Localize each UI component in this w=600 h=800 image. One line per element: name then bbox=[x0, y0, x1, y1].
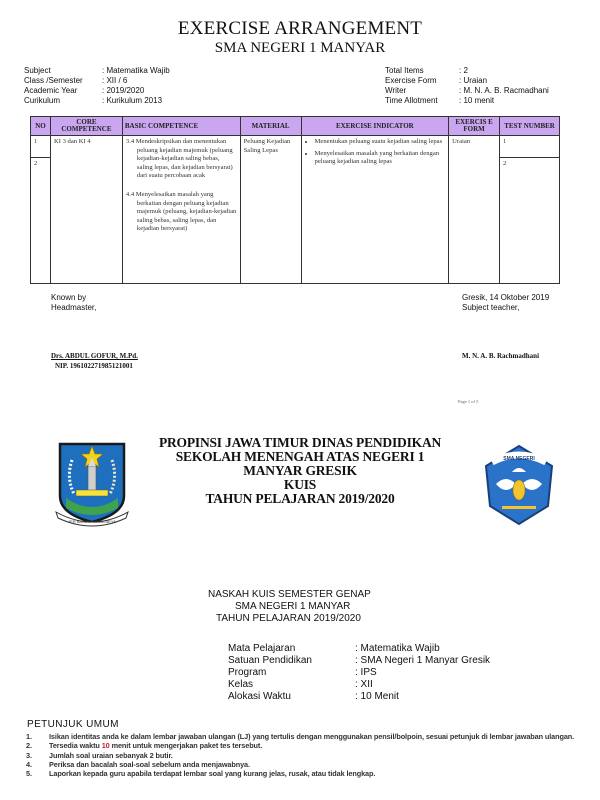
info-value: : SMA Negeri 1 Manyar Gresik bbox=[355, 655, 491, 666]
meta-row-total-items bbox=[385, 66, 549, 76]
meta-value: : 2019/2020 bbox=[102, 86, 145, 95]
instruction-number: 5. bbox=[26, 769, 32, 779]
instruction-item bbox=[26, 760, 591, 769]
header-material: MATERIAL bbox=[240, 117, 301, 136]
header-line: SEKOLAH MENENGAH ATAS NEGERI 1 bbox=[175, 449, 425, 464]
header-basic-competence: BASIC COMPETENCE bbox=[122, 117, 240, 136]
meta-row-year bbox=[24, 86, 170, 96]
instruction-item bbox=[26, 741, 591, 750]
meta-row-subject bbox=[24, 66, 170, 76]
instruction-text: Isikan identitas anda ke dalam lembar jawaban ulangan (LJ) yang tertulis dengan menggunakan pensil/bolpoin, sesuai petunjuk di lembar jawaban ulangan. bbox=[49, 732, 575, 741]
info-label: Program bbox=[228, 667, 267, 678]
info-row bbox=[228, 643, 490, 655]
svg-text:1: 1 bbox=[528, 481, 532, 490]
header-line: PROPINSI JAWA TIMUR DINAS PENDIDIKAN bbox=[158, 435, 442, 450]
general-instructions-list bbox=[26, 732, 591, 778]
instruction-text-pre: Tersedia waktu bbox=[49, 741, 102, 751]
info-value: : 10 Menit bbox=[355, 691, 399, 702]
meta-right bbox=[385, 66, 549, 106]
headmaster-label: Headmaster, bbox=[51, 303, 97, 312]
svg-text:0: 0 bbox=[505, 481, 509, 490]
general-instructions-title: PETUNJUK UMUM bbox=[27, 719, 119, 730]
meta-row-writer bbox=[385, 86, 549, 96]
test-number-1: 1 bbox=[500, 136, 559, 158]
no-1: 1 bbox=[31, 136, 50, 158]
meta-label: Class /Semester bbox=[24, 76, 83, 85]
test-number-2: 2 bbox=[503, 160, 507, 167]
indicator-item: • Menentukan peluang suatu kejadian saling lepas bbox=[315, 138, 446, 147]
info-row bbox=[228, 655, 490, 667]
instruction-text: Periksa dan bacalah soal-soal sebelum anda menjawabnya. bbox=[49, 759, 250, 769]
meta-value: : 10 menit bbox=[459, 96, 495, 105]
meta-label: Subject bbox=[24, 66, 51, 75]
meta-row-time bbox=[385, 96, 549, 106]
instruction-item bbox=[26, 751, 591, 760]
meta-value: : Uraian bbox=[459, 76, 488, 85]
document-title: EXERCISE ARRANGEMENT bbox=[177, 18, 423, 39]
meta-label: Writer bbox=[385, 86, 407, 95]
table-header-row bbox=[31, 117, 560, 136]
table-row bbox=[31, 136, 560, 284]
header-line: KUIS bbox=[283, 477, 317, 492]
info-label: Kelas bbox=[228, 679, 254, 690]
cell-exercise-indicator bbox=[301, 136, 449, 284]
instruction-text: Laporkan kepada guru apabila terdapat lembar soal yang kurang jelas, rusak, atau tidak lengkap. bbox=[49, 769, 376, 779]
meta-row-curriculum bbox=[24, 96, 170, 106]
info-row bbox=[228, 667, 490, 679]
instruction-text-post: menit untuk mengerjakan paket tes tersebut. bbox=[109, 741, 263, 751]
header-no: NO bbox=[31, 117, 51, 136]
naskah-line: TAHUN PELAJARAN 2019/2020 bbox=[216, 613, 361, 624]
instruction-item bbox=[26, 732, 591, 741]
header-test-number: TEST NUMBER bbox=[500, 117, 560, 136]
teacher-name: M. N. A. B. Rachmadhani bbox=[462, 352, 540, 360]
basic-competence-item: 4.4 Menyelesaikan masalah yang berkaitan dengan peluang kejadian majemuk (peluang, kejadian-kejadian saling bebas, saling lepas, dan kejadian bersyarat) bbox=[125, 190, 237, 233]
meta-label: Total Items bbox=[385, 66, 424, 75]
naskah-line: SMA NEGERI 1 MANYAR bbox=[235, 601, 351, 612]
exam-info bbox=[228, 643, 490, 703]
header-line: TAHUN PELAJARAN 2019/2020 bbox=[205, 491, 395, 506]
exercise-arrangement-table bbox=[30, 116, 560, 284]
info-value: : Matematika Wajib bbox=[355, 643, 440, 654]
instruction-number: 2. bbox=[26, 741, 32, 751]
naskah-line: NASKAH KUIS SEMESTER GENAP bbox=[208, 589, 371, 600]
cell-core-competence: KI 3 dan KI 4 bbox=[50, 136, 122, 284]
meta-row-class bbox=[24, 76, 170, 86]
instruction-item bbox=[26, 769, 591, 778]
basic-competence-item: 3.4 Mendeskripsikan dan menentukan peluang kejadian majemuk (peluang kejadian-kejadian saling bebas, saling lepas, dan kejadian bersyarat) dari suatu percobaan acak bbox=[125, 138, 233, 180]
cell-material: Peluang Kejadian Saling Lepas bbox=[240, 136, 301, 284]
meta-value: : XII / 6 bbox=[102, 76, 128, 85]
info-row bbox=[228, 679, 490, 691]
cell-no bbox=[31, 136, 51, 284]
cell-basic-competence bbox=[122, 136, 240, 284]
no-2: 2 bbox=[34, 160, 38, 167]
info-label: Alokasi Waktu bbox=[228, 691, 291, 702]
known-by-label: Known by bbox=[51, 293, 87, 302]
logo-right-text: SMA NEGERI bbox=[503, 456, 535, 462]
cell-test-number bbox=[500, 136, 560, 284]
headmaster-block bbox=[51, 293, 96, 313]
info-label: Mata Pelajaran bbox=[228, 643, 296, 654]
meta-label: Academic Year bbox=[24, 86, 78, 95]
info-value: : IPS bbox=[355, 667, 377, 678]
meta-value: : M. N. A. B. Racmadhani bbox=[459, 86, 549, 95]
teacher-block bbox=[462, 293, 549, 313]
instruction-highlight: 10 bbox=[101, 741, 110, 751]
instruction-number: 1. bbox=[26, 732, 32, 741]
school-subtitle: SMA NEGERI 1 MANYAR bbox=[214, 40, 386, 56]
meta-value: : Kurikulum 2013 bbox=[102, 96, 163, 105]
meta-label: Exercise Form bbox=[385, 76, 437, 85]
header-line: MANYAR GRESIK bbox=[243, 463, 357, 478]
meta-value: : Matematika Wajib bbox=[102, 66, 170, 75]
instruction-number: 4. bbox=[26, 759, 32, 769]
header-exercise-form: EXERCIS E FORM bbox=[449, 117, 500, 136]
place-date: Gresik, 14 Oktober 2019 bbox=[462, 293, 550, 302]
headmaster-name: Drs. ABDUL GOFUR, M.Pd. bbox=[51, 352, 138, 360]
instruction-number: 3. bbox=[26, 750, 32, 760]
instruction-text bbox=[49, 741, 262, 750]
subject-teacher-label: Subject teacher, bbox=[462, 303, 520, 312]
cell-exercise-form: Uraian bbox=[449, 136, 500, 284]
school-header bbox=[0, 436, 600, 506]
logo-left-motto: JER BASUKI MAWA BEYA bbox=[68, 519, 116, 524]
info-row bbox=[228, 691, 490, 703]
headmaster-nip: NIP. 196102271985121001 bbox=[55, 362, 133, 370]
page-number: Page 1 of 5 bbox=[458, 399, 479, 404]
meta-value: : 2 bbox=[459, 66, 468, 75]
header-exercise-indicator: EXERCISE INDICATOR bbox=[301, 117, 449, 136]
header-core-competence: CORE COMPETENCE bbox=[50, 117, 122, 136]
instruction-text: Jumlah soal uraian sebanyak 2 butir. bbox=[49, 750, 173, 760]
meta-row-exercise-form bbox=[385, 76, 549, 86]
info-value: : XII bbox=[355, 679, 373, 690]
meta-label: Curikulum bbox=[24, 96, 61, 105]
info-label: Satuan Pendidikan bbox=[228, 655, 312, 666]
meta-left bbox=[24, 66, 170, 106]
meta-label: Time Allotment bbox=[385, 96, 438, 105]
indicator-item: • Menyelesaikan masalah yang berkaitan dengan peluang kejadian saling lepas bbox=[315, 150, 446, 167]
